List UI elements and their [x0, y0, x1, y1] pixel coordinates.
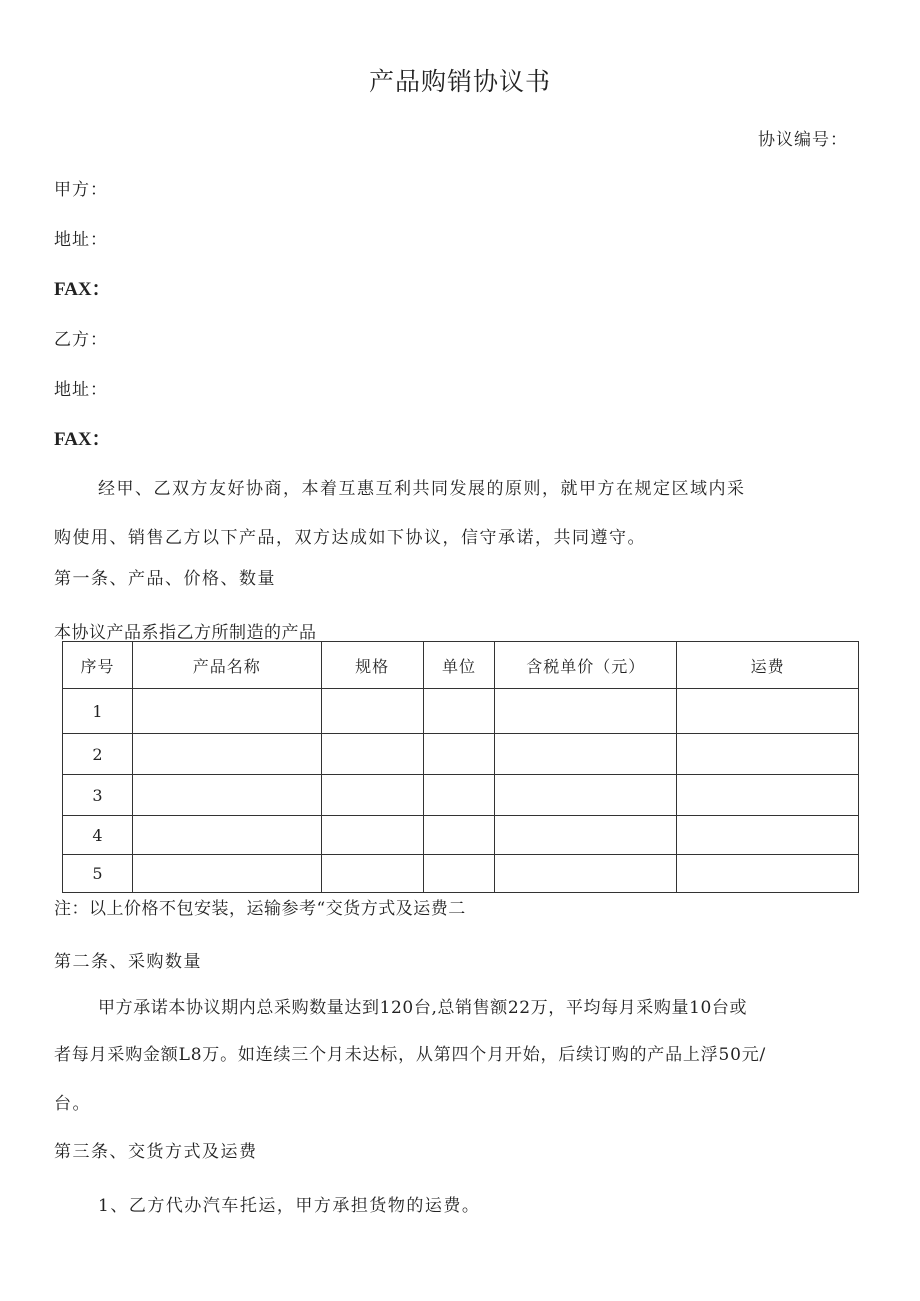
article-3-item-1: 1、乙方代办汽车托运，甲方承担货物的运费。 [98, 1196, 481, 1216]
header-index: 序号 [63, 642, 133, 689]
header-freight: 运费 [677, 642, 859, 689]
table-row [63, 855, 859, 893]
cell-product-name [132, 689, 321, 734]
cell-freight [677, 855, 859, 893]
row-index: 1 [63, 689, 133, 734]
row-index: 2 [63, 734, 133, 775]
article-2-line-1: 甲方承诺本协议期内总采购数量达到120台,总销售额22万，平均每月采购量10台或 [98, 998, 748, 1018]
article-1-description: 本协议产品系指乙方所制造的产品 [54, 623, 317, 643]
header-spec: 规格 [321, 642, 423, 689]
article-2-line-3: 台。 [54, 1094, 91, 1114]
cell-unit-price [495, 855, 677, 893]
cell-spec [321, 734, 423, 775]
cell-freight [677, 775, 859, 816]
row-index: 3 [63, 775, 133, 816]
cell-unit-price [495, 689, 677, 734]
agreement-number-label: 协议编号： [758, 130, 848, 150]
header-unit-price: 含税单价（元） [495, 642, 677, 689]
row-index: 5 [63, 855, 133, 893]
cell-freight [677, 689, 859, 734]
table-row [63, 734, 859, 775]
cell-product-name [132, 734, 321, 775]
cell-freight [677, 734, 859, 775]
cell-spec [321, 775, 423, 816]
cell-spec [321, 689, 423, 734]
cell-unit [423, 734, 495, 775]
party-a-address-label: 地址： [54, 230, 108, 250]
cell-unit-price [495, 775, 677, 816]
cell-spec [321, 855, 423, 893]
cell-unit [423, 855, 495, 893]
cell-unit-price [495, 734, 677, 775]
table-header-row [63, 642, 859, 689]
article-1-heading: 第一条、产品、价格、数量 [54, 569, 276, 589]
table-note: 注：以上价格不包安装，运输参考“交货方式及运费二 [54, 899, 466, 919]
intro-line-1: 经甲、乙双方友好协商，本着互惠互利共同发展的原则，就甲方在规定区域内采 [98, 479, 746, 499]
cell-unit [423, 775, 495, 816]
cell-product-name [132, 816, 321, 855]
party-a-fax-label: FAX： [54, 279, 111, 300]
party-b-fax-label: FAX： [54, 429, 111, 450]
party-b-label: 乙方： [54, 330, 108, 350]
article-2-heading: 第二条、采购数量 [54, 952, 202, 972]
document-title: 产品购销协议书 [368, 67, 551, 96]
cell-product-name [132, 855, 321, 893]
article-3-heading: 第三条、交货方式及运费 [54, 1142, 258, 1162]
row-index: 4 [63, 816, 133, 855]
party-b-address-label: 地址： [54, 380, 108, 400]
table-row [63, 775, 859, 816]
product-table [62, 641, 859, 893]
party-a-label: 甲方： [54, 180, 108, 200]
header-product-name: 产品名称 [132, 642, 321, 689]
article-2-line-2: 者每月采购金额L8万。如连续三个月未达标，从第四个月开始，后续订购的产品上浮50元/ [54, 1045, 767, 1065]
cell-product-name [132, 775, 321, 816]
table-row [63, 689, 859, 734]
cell-unit [423, 689, 495, 734]
cell-freight [677, 816, 859, 855]
cell-unit-price [495, 816, 677, 855]
header-unit: 单位 [423, 642, 495, 689]
table-row [63, 816, 859, 855]
cell-unit [423, 816, 495, 855]
intro-line-2: 购使用、销售乙方以下产品，双方达成如下协议，信守承诺，共同遵守。 [54, 528, 646, 548]
cell-spec [321, 816, 423, 855]
